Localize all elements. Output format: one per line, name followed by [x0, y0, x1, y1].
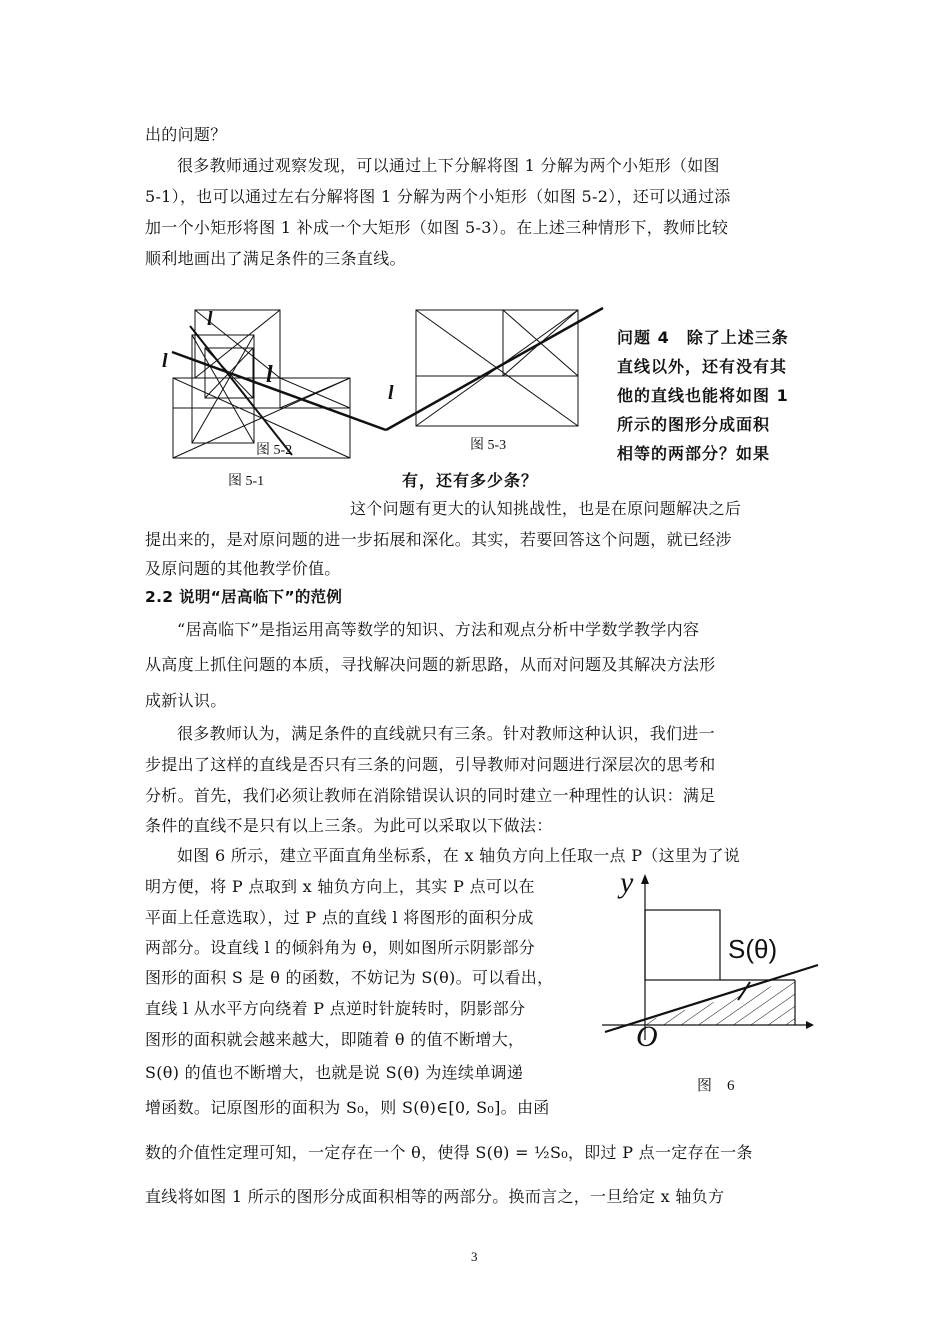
text-line: 很多教师通过观察发现，可以通过上下分解将图 1 分解为两个小矩形（如图 — [177, 156, 720, 175]
text-line: 条件的直线不是只有以上三条。为此可以采取以下做法： — [145, 816, 553, 835]
text-line: 这个问题有更大的认知挑战性，也是在原问题解决之后 — [350, 499, 742, 518]
text-line: 数的介值性定理可知，一定存在一个 θ，使得 S(θ) = ½S₀，即过 P 点一定存在一条 — [145, 1143, 753, 1162]
question4-line: 他的直线也能将如图 1 — [617, 386, 789, 405]
text-line: 提出来的，是对原问题的进一步拓展和深化。其实，若要回答这个问题，就已经涉 — [145, 530, 732, 549]
question4-line: 有，还有多少条？ — [402, 471, 539, 490]
figure-5-2-caption: 图 5-2 — [256, 443, 293, 458]
text-line: 增函数。记原图形的面积为 S₀，则 S(θ)∈[0, S₀]。由函 — [145, 1098, 550, 1117]
origin-label: O — [636, 1020, 658, 1053]
section-heading: 2.2 说明“居高临下”的范例 — [145, 588, 343, 606]
text-line: 直线将如图 1 所示的图形分成面积相等的两部分。换而言之，一旦给定 x 轴负方 — [145, 1187, 725, 1206]
text-line: 出的问题？ — [145, 125, 227, 144]
figure-5-3-caption: 图 5-3 — [470, 438, 507, 453]
text-line: “居高临下”是指运用高等数学的知识、方法和观点分析中学数学教学内容 — [177, 620, 700, 639]
text-line: 步提出了这样的直线是否只有三条的问题，引导教师对问题进行深层次的思考和 — [145, 755, 716, 774]
figure-6-caption: 图 6 — [697, 1078, 735, 1094]
text-line: 顺利地画出了满足条件的三条直线。 — [145, 249, 406, 268]
text-line: 直线 l 从水平方向绕着 P 点逆时针旋转时，阴影部分 — [145, 999, 526, 1018]
question4-line: 所示的图形分成面积 — [617, 415, 771, 434]
line-label: l — [207, 308, 213, 330]
text-line: 平面上任意选取），过 P 点的直线 l 将图形的面积分成 — [145, 908, 534, 927]
line-label: l — [266, 362, 273, 388]
text-line: 两部分。设直线 l 的倾斜角为 θ，则如图所示阴影部分 — [145, 938, 536, 957]
line-label: l — [162, 350, 168, 372]
question4-line: 相等的两部分？如果 — [617, 444, 771, 463]
bisecting-line — [172, 352, 386, 430]
text-line: 明方便，将 P 点取到 x 轴负方向上，其实 P 点可以在 — [145, 877, 535, 896]
figure-6 — [602, 874, 818, 1040]
text-line: 图形的面积 S 是 θ 的函数，不妨记为 S(θ)。可以看出， — [145, 968, 554, 987]
question4-line: 直线以外，还有没有其 — [617, 357, 788, 376]
y-axis-label: y — [620, 866, 634, 899]
text-line: 及原问题的其他教学价值。 — [145, 559, 341, 578]
text-line: 成新认识。 — [145, 691, 227, 710]
text-line: 如图 6 所示，建立平面直角坐标系，在 x 轴负方向上任取一点 P（这里为了说 — [177, 846, 741, 865]
text-line: 加一个小矩形将图 1 补成一个大矩形（如图 5-3）。在上述三种情形下，教师比较 — [145, 218, 729, 237]
text-line: S(θ) 的值也不断增大，也就是说 S(θ) 为连续单调递 — [145, 1063, 524, 1082]
question4-line: 问题 4 除了上述三条 — [617, 328, 789, 347]
text-line: 图形的面积就会越来越大，即随着 θ 的值不断增大， — [145, 1030, 525, 1049]
page-number: 3 — [471, 1249, 478, 1264]
text-line: 从高度上抓住问题的本质，寻找解决问题的新思路，从而对问题及其解决方法形 — [145, 655, 716, 674]
text-line: 分析。首先，我们必须让教师在消除错误认识的同时建立一种理性的认识：满足 — [145, 786, 716, 805]
text-line: 5-1），也可以通过左右分解将图 1 分解为两个小矩形（如图 5-2），还可以通过添 — [145, 187, 731, 206]
s-theta-label: S(θ) — [728, 934, 778, 964]
line-label: l — [388, 382, 394, 404]
text-line: 很多教师认为，满足条件的直线就只有三条。针对教师这种认识，我们进一 — [177, 724, 715, 743]
figure-5-1-caption: 图 5-1 — [228, 474, 265, 489]
